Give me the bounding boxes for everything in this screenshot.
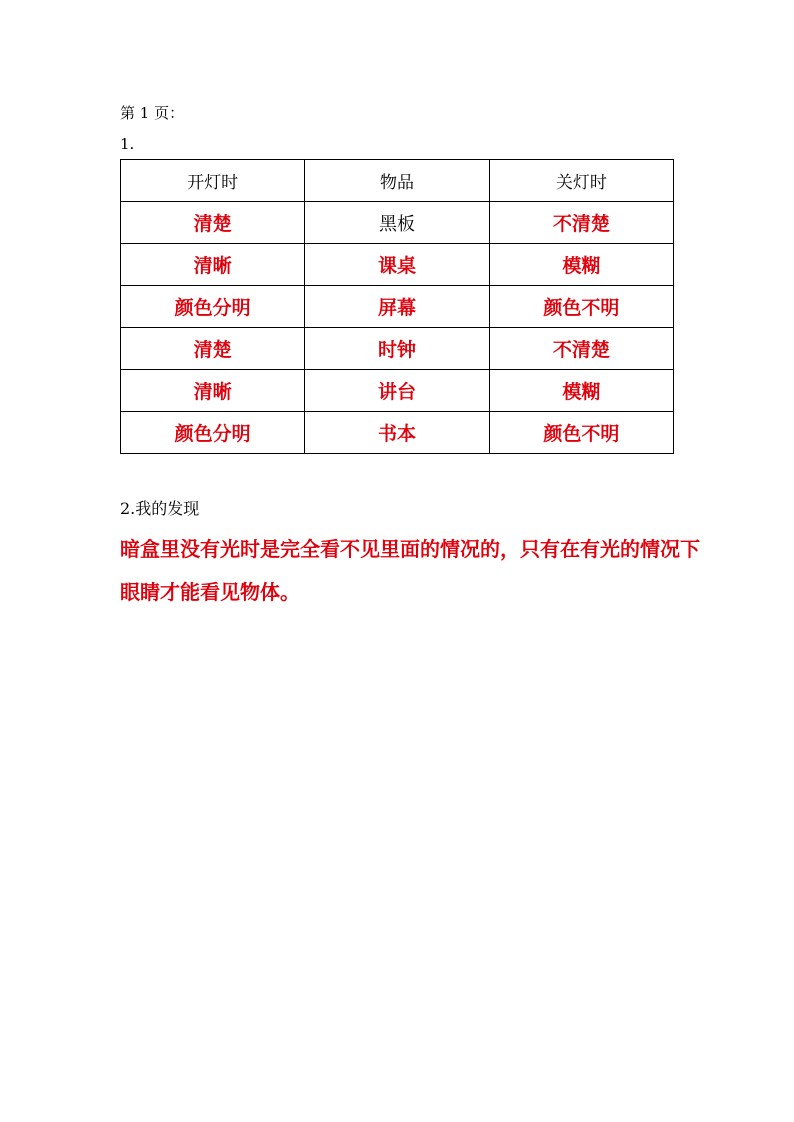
finding-answer: 暗盒里没有光时是完全看不见里面的情况的，只有在有光的情况下眼睛才能看见物体。: [120, 537, 700, 604]
cell-lights-on: 清晰: [121, 370, 305, 412]
cell-lights-off: 模糊: [489, 370, 673, 412]
cell-item: 书本: [305, 412, 489, 454]
cell-item: 讲台: [305, 370, 489, 412]
cell-lights-on: 颜色分明: [121, 286, 305, 328]
table-row: [121, 370, 674, 412]
table-row: [121, 412, 674, 454]
table-header-row: [121, 160, 674, 202]
cell-item: 屏幕: [305, 286, 489, 328]
header-item: 物品: [305, 160, 489, 202]
cell-lights-on: 清晰: [121, 244, 305, 286]
question-2-label: 2.我的发现: [120, 499, 200, 518]
cell-lights-off: 模糊: [489, 244, 673, 286]
table-row: [121, 328, 674, 370]
header-lights-on: 开灯时: [121, 160, 305, 202]
cell-lights-off: 颜色不明: [489, 412, 673, 454]
cell-lights-on: 清楚: [121, 328, 305, 370]
cell-lights-on: 清楚: [121, 202, 305, 244]
cell-item: 时钟: [305, 328, 489, 370]
table-row: [121, 202, 674, 244]
cell-item: 课桌: [305, 244, 489, 286]
header-lights-off: 关灯时: [489, 160, 673, 202]
cell-item: 黑板: [305, 202, 489, 244]
page-label: 第 1 页：: [120, 104, 185, 122]
cell-lights-off: 颜色不明: [489, 286, 673, 328]
cell-lights-off: 不清楚: [489, 328, 673, 370]
observation-table: [120, 159, 674, 454]
table-row: [121, 286, 674, 328]
table-row: [121, 244, 674, 286]
cell-lights-on: 颜色分明: [121, 412, 305, 454]
cell-lights-off: 不清楚: [489, 202, 673, 244]
question-1-label: 1.: [120, 135, 135, 153]
